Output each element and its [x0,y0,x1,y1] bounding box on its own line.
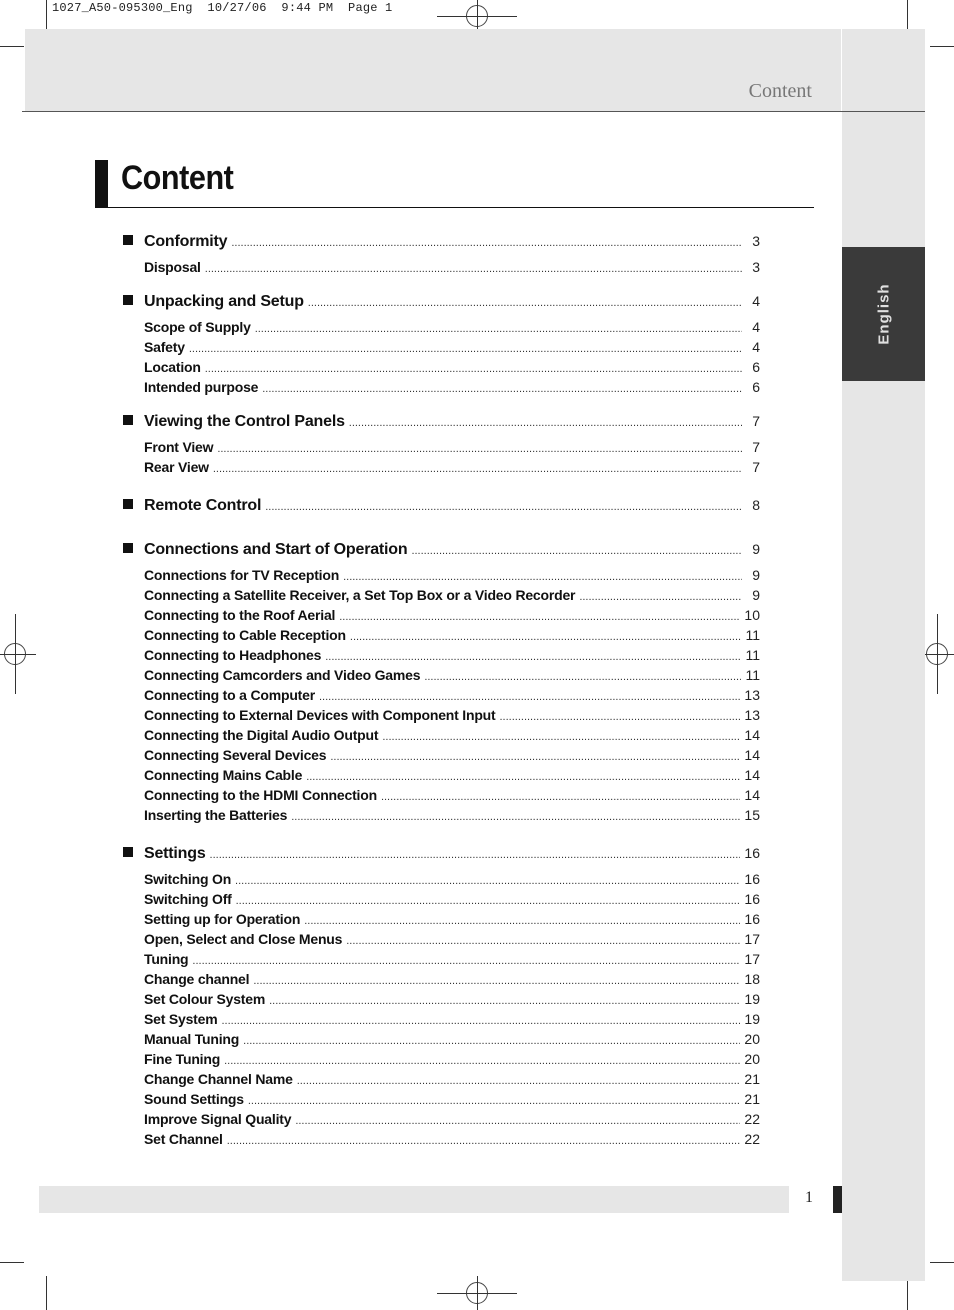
toc-entry[interactable] [120,807,760,827]
dot-leader [339,611,740,623]
toc-page-number: 13 [744,687,760,703]
language-tab[interactable] [842,247,925,381]
page-number: 1 [805,1189,813,1206]
toc-entry[interactable] [120,727,760,747]
toc-page-number: 19 [744,991,760,1007]
toc-section[interactable] [120,845,760,871]
toc-page-number: 20 [744,1031,760,1047]
toc-entry-label: Fine Tuning [144,1051,221,1067]
running-head: Content [748,80,812,102]
toc-entry-label: Set Channel [144,1131,223,1147]
dot-leader [213,463,742,475]
dot-leader [255,323,742,335]
toc-entry-label: Tuning [144,951,189,967]
toc-entry-label: Scope of Supply [144,319,251,335]
toc-entry-label: Setting up for Operation [144,911,301,927]
toc-entry-label: Intended purpose [144,379,259,395]
toc-entry[interactable] [120,971,760,991]
toc-page-number: 14 [744,727,760,743]
toc-page-number: 11 [745,667,760,683]
dot-leader [297,1075,741,1087]
toc-entry[interactable] [120,647,760,667]
toc-page-number: 9 [752,567,760,583]
dot-leader [236,895,741,907]
toc-entry-label: Connecting to External Devices with Component Input [144,707,496,723]
toc-page-number: 13 [744,707,760,723]
registration-crosshair [477,1276,478,1310]
section-gap [120,479,760,497]
toc-page-number: 22 [744,1131,760,1147]
toc-entry[interactable] [120,319,760,339]
dot-leader [269,995,740,1007]
toc-entry-label: Connecting Several Devices [144,747,327,763]
language-tab-label: English [875,283,892,345]
page-marker [833,1186,842,1213]
toc-page-number: 14 [744,747,760,763]
toc-entry-label: Connecting a Satellite Receiver, a Set Top Box or a Video Recorder [144,587,576,603]
toc-entry[interactable] [120,439,760,459]
registration-crosshair [15,614,16,694]
toc-entry[interactable] [120,667,760,687]
toc-entry[interactable] [120,1031,760,1051]
toc-page-number: 16 [744,871,760,887]
dot-leader [205,363,742,375]
toc-entry[interactable] [120,1111,760,1131]
toc-entry[interactable] [120,951,760,971]
toc-page-number: 9 [752,587,760,603]
toc-entry[interactable] [120,687,760,707]
dot-leader [265,501,742,513]
toc-entry[interactable] [120,1051,760,1071]
toc-section-title: Viewing the Control Panels [144,413,345,430]
toc-page-number: 15 [744,807,760,823]
dot-leader [192,955,740,967]
toc-page-number: 4 [752,319,760,335]
toc-entry-label: Safety [144,339,185,355]
toc-entry-label: Inserting the Batteries [144,807,288,823]
toc-entry-label: Connecting to the Roof Aerial [144,607,336,623]
toc-section-title: Connections and Start of Operation [144,541,408,558]
crop-mark [930,46,954,47]
toc-section-title: Conformity [144,233,228,250]
toc-entry[interactable] [120,259,760,279]
dot-leader [308,297,742,309]
toc-page-number: 3 [752,259,760,275]
toc-page-number: 22 [744,1111,760,1127]
dot-leader [319,691,740,703]
toc-page-number: 8 [752,497,760,513]
toc-page-number: 17 [744,931,760,947]
dot-leader [330,751,740,763]
toc-section[interactable] [120,541,760,567]
dot-leader [295,1115,740,1127]
toc-section-title: Settings [144,845,206,862]
toc-entry-label: Change Channel Name [144,1071,293,1087]
dot-leader [306,771,740,783]
toc-entry-label: Connecting to Cable Reception [144,627,346,643]
toc-page-number: 4 [752,293,760,309]
dot-leader [210,849,741,861]
toc-entry-label: Rear View [144,459,209,475]
dot-leader [349,417,742,429]
toc-entry[interactable] [120,747,760,767]
toc-entry[interactable] [120,767,760,787]
toc-section[interactable] [120,413,760,439]
toc-page-number: 6 [752,379,760,395]
toc-entry[interactable] [120,1091,760,1111]
toc-entry[interactable] [120,607,760,627]
toc-entry[interactable] [120,359,760,379]
dot-leader [411,545,742,557]
dot-leader [248,1095,741,1107]
dot-leader [205,263,742,275]
toc-entry[interactable] [120,991,760,1011]
toc-entry[interactable] [120,911,760,931]
toc-entry-label: Connecting to the HDMI Connection [144,787,377,803]
toc-section[interactable] [120,497,760,523]
dot-leader [221,1015,740,1027]
toc-entry[interactable] [120,871,760,891]
crop-mark [0,1262,24,1263]
dot-leader [325,651,741,663]
toc-entry-label: Connecting the Digital Audio Output [144,727,379,743]
dot-leader [262,383,742,395]
toc-entry[interactable] [120,891,760,911]
dot-leader [217,443,742,455]
toc-entry-label: Connecting Camcorders and Video Games [144,667,421,683]
square-bullet-icon [123,235,133,245]
crop-mark [907,1276,908,1310]
toc-page-number: 6 [752,359,760,375]
dot-leader [382,731,740,743]
toc-entry-label: Front View [144,439,214,455]
toc-page-number: 14 [744,767,760,783]
toc-entry[interactable] [120,587,760,607]
footer-band [39,1186,789,1213]
square-bullet-icon [123,847,133,857]
toc-page-number: 9 [752,541,760,557]
toc-entry-label: Location [144,359,201,375]
toc-entry[interactable] [120,707,760,727]
dot-leader [579,591,742,603]
toc-entry[interactable] [120,459,760,479]
section-gap [120,399,760,413]
toc-entry-label: Connecting to Headphones [144,647,322,663]
toc-page-number: 7 [752,439,760,455]
registration-crosshair [937,614,938,694]
section-gap [120,827,760,845]
toc-entry[interactable] [120,379,760,399]
toc-page-number: 10 [744,607,760,623]
dot-leader [253,975,740,987]
toc-entry[interactable] [120,567,760,587]
toc-page-number: 21 [744,1091,760,1107]
toc-entry[interactable] [120,1071,760,1091]
toc-page-number: 14 [744,787,760,803]
toc-page-number: 11 [745,647,760,663]
dot-leader [424,671,741,683]
toc-page-number: 16 [744,845,760,861]
toc-entry-label: Improve Signal Quality [144,1111,292,1127]
section-gap [120,523,760,541]
dot-leader [227,1135,741,1147]
toc-entry[interactable] [120,931,760,951]
toc-page-number: 16 [744,911,760,927]
toc-entry-label: Set System [144,1011,218,1027]
square-bullet-icon [123,499,133,509]
toc-entry[interactable] [120,1131,760,1151]
toc-page-number: 21 [744,1071,760,1087]
dot-leader [350,631,742,643]
header-band [25,29,841,111]
toc-entry-label: Open, Select and Close Menus [144,931,343,947]
dot-leader [231,237,742,249]
registration-crosshair [0,654,36,655]
toc-section-title: Unpacking and Setup [144,293,304,310]
title-rule [95,207,814,208]
crop-mark [0,46,24,47]
side-column [842,29,925,1281]
section-gap [120,279,760,293]
crop-mark [930,1262,954,1263]
square-bullet-icon [123,543,133,553]
toc-page-number: 7 [752,459,760,475]
toc-section-title: Remote Control [144,497,262,514]
toc-page-number: 16 [744,891,760,907]
toc-entry-label: Switching Off [144,891,232,907]
toc-page-number: 11 [745,627,760,643]
toc-entry-label: Change channel [144,971,250,987]
dot-leader [346,935,740,947]
toc-entry[interactable] [120,787,760,807]
toc-entry[interactable] [120,1011,760,1031]
toc-entry-label: Sound Settings [144,1091,244,1107]
toc-entry[interactable] [120,339,760,359]
dot-leader [224,1055,740,1067]
toc-entry-label: Set Colour System [144,991,266,1007]
toc-page-number: 18 [744,971,760,987]
toc-page-number: 7 [752,413,760,429]
toc-page-number: 17 [744,951,760,967]
square-bullet-icon [123,295,133,305]
toc-entry-label: Disposal [144,259,201,275]
toc-page-number: 19 [744,1011,760,1027]
dot-leader [291,811,740,823]
toc-entry-label: Connecting to a Computer [144,687,315,703]
toc-section[interactable] [120,233,760,259]
toc-page-number: 3 [752,233,760,249]
toc-entry-label: Manual Tuning [144,1031,240,1047]
toc-entry-label: Switching On [144,871,232,887]
dot-leader [243,1035,740,1047]
dot-leader [381,791,740,803]
page-title: Content [121,159,234,197]
dot-leader [500,711,741,723]
title-bar [95,160,108,207]
header-rule [22,111,925,112]
table-of-contents [120,233,760,1151]
dot-leader [304,915,740,927]
toc-entry[interactable] [120,627,760,647]
crop-mark [46,1276,47,1310]
square-bullet-icon [123,415,133,425]
toc-page-number: 20 [744,1051,760,1067]
dot-leader [235,875,740,887]
print-slug: 1027_A50-095300_Eng 10/27/06 9:44 PM Page 1 [52,1,393,15]
toc-entry-label: Connections for TV Reception [144,567,340,583]
toc-section[interactable] [120,293,760,319]
toc-entry-label: Connecting Mains Cable [144,767,303,783]
toc-page-number: 4 [752,339,760,355]
dot-leader [343,571,742,583]
dot-leader [189,343,742,355]
